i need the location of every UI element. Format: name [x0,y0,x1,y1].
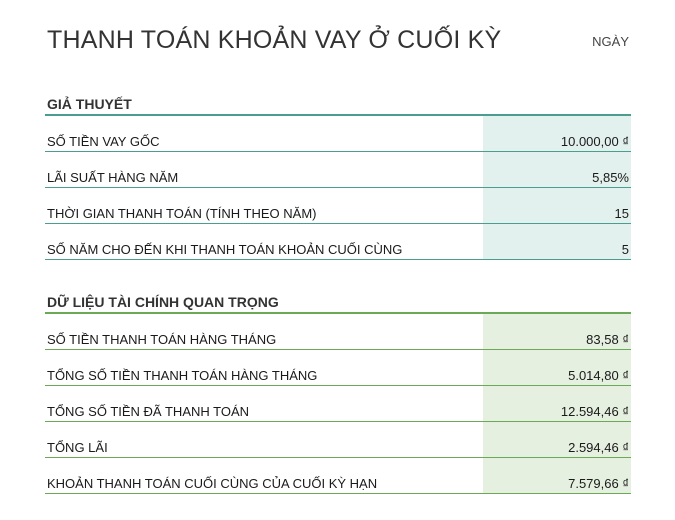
balloon-payment-value: 7.579,66 ₫ [483,458,631,493]
financial-row-total-paid [45,386,631,422]
total-paid-label: TỔNG SỐ TIỀN ĐÃ THANH TOÁN [47,404,250,419]
interest-rate-label: LÃI SUẤT HÀNG NĂM [47,170,179,185]
financial-heading: DỮ LIỆU TÀI CHÍNH QUAN TRỌNG [45,290,631,314]
years-to-balloon-label: SỐ NĂM CHO ĐẾN KHI THANH TOÁN KHOẢN CUỐI CÙNG [47,242,403,257]
total-interest-value: 2.594,46 ₫ [483,422,631,457]
assumptions-section [45,92,631,260]
date-label[interactable]: NGÀY [592,34,629,49]
term-years-value[interactable]: 15 [483,188,631,223]
financial-section [45,290,631,494]
years-to-balloon-value[interactable]: 5 [483,224,631,259]
interest-rate-value[interactable]: 5,85% [483,152,631,187]
loan-amount-label: SỐ TIỀN VAY GỐC [47,134,160,149]
financial-row-monthly-payment [45,314,631,350]
term-years-label: THỜI GIAN THANH TOÁN (TÍNH THEO NĂM) [47,206,317,221]
total-monthly-payments-value: 5.014,80 ₫ [483,350,631,385]
loan-amount-value[interactable]: 10.000,00 ₫ [483,116,631,151]
total-interest-label: TỔNG LÃI [47,440,108,455]
monthly-payment-value: 83,58 ₫ [483,314,631,349]
total-monthly-payments-label: TỔNG SỐ TIỀN THANH TOÁN HÀNG THÁNG [47,368,318,383]
balloon-payment-label: KHOẢN THANH TOÁN CUỐI CÙNG CỦA CUỐI KỲ HẠN [47,476,378,491]
page-title: THANH TOÁN KHOẢN VAY Ở CUỐI KỲ [47,26,502,54]
total-paid-value: 12.594,46 ₫ [483,386,631,421]
assumptions-heading: GIẢ THUYẾT [45,92,631,116]
monthly-payment-label: SỐ TIỀN THANH TOÁN HÀNG THÁNG [47,332,277,347]
assumption-row-term-years [45,188,631,224]
financial-row-balloon-payment [45,458,631,494]
financial-row-total-monthly-payments [45,350,631,386]
assumption-row-years-to-balloon [45,224,631,260]
financial-row-total-interest [45,422,631,458]
assumption-row-loan-amount [45,116,631,152]
assumption-row-interest-rate [45,152,631,188]
